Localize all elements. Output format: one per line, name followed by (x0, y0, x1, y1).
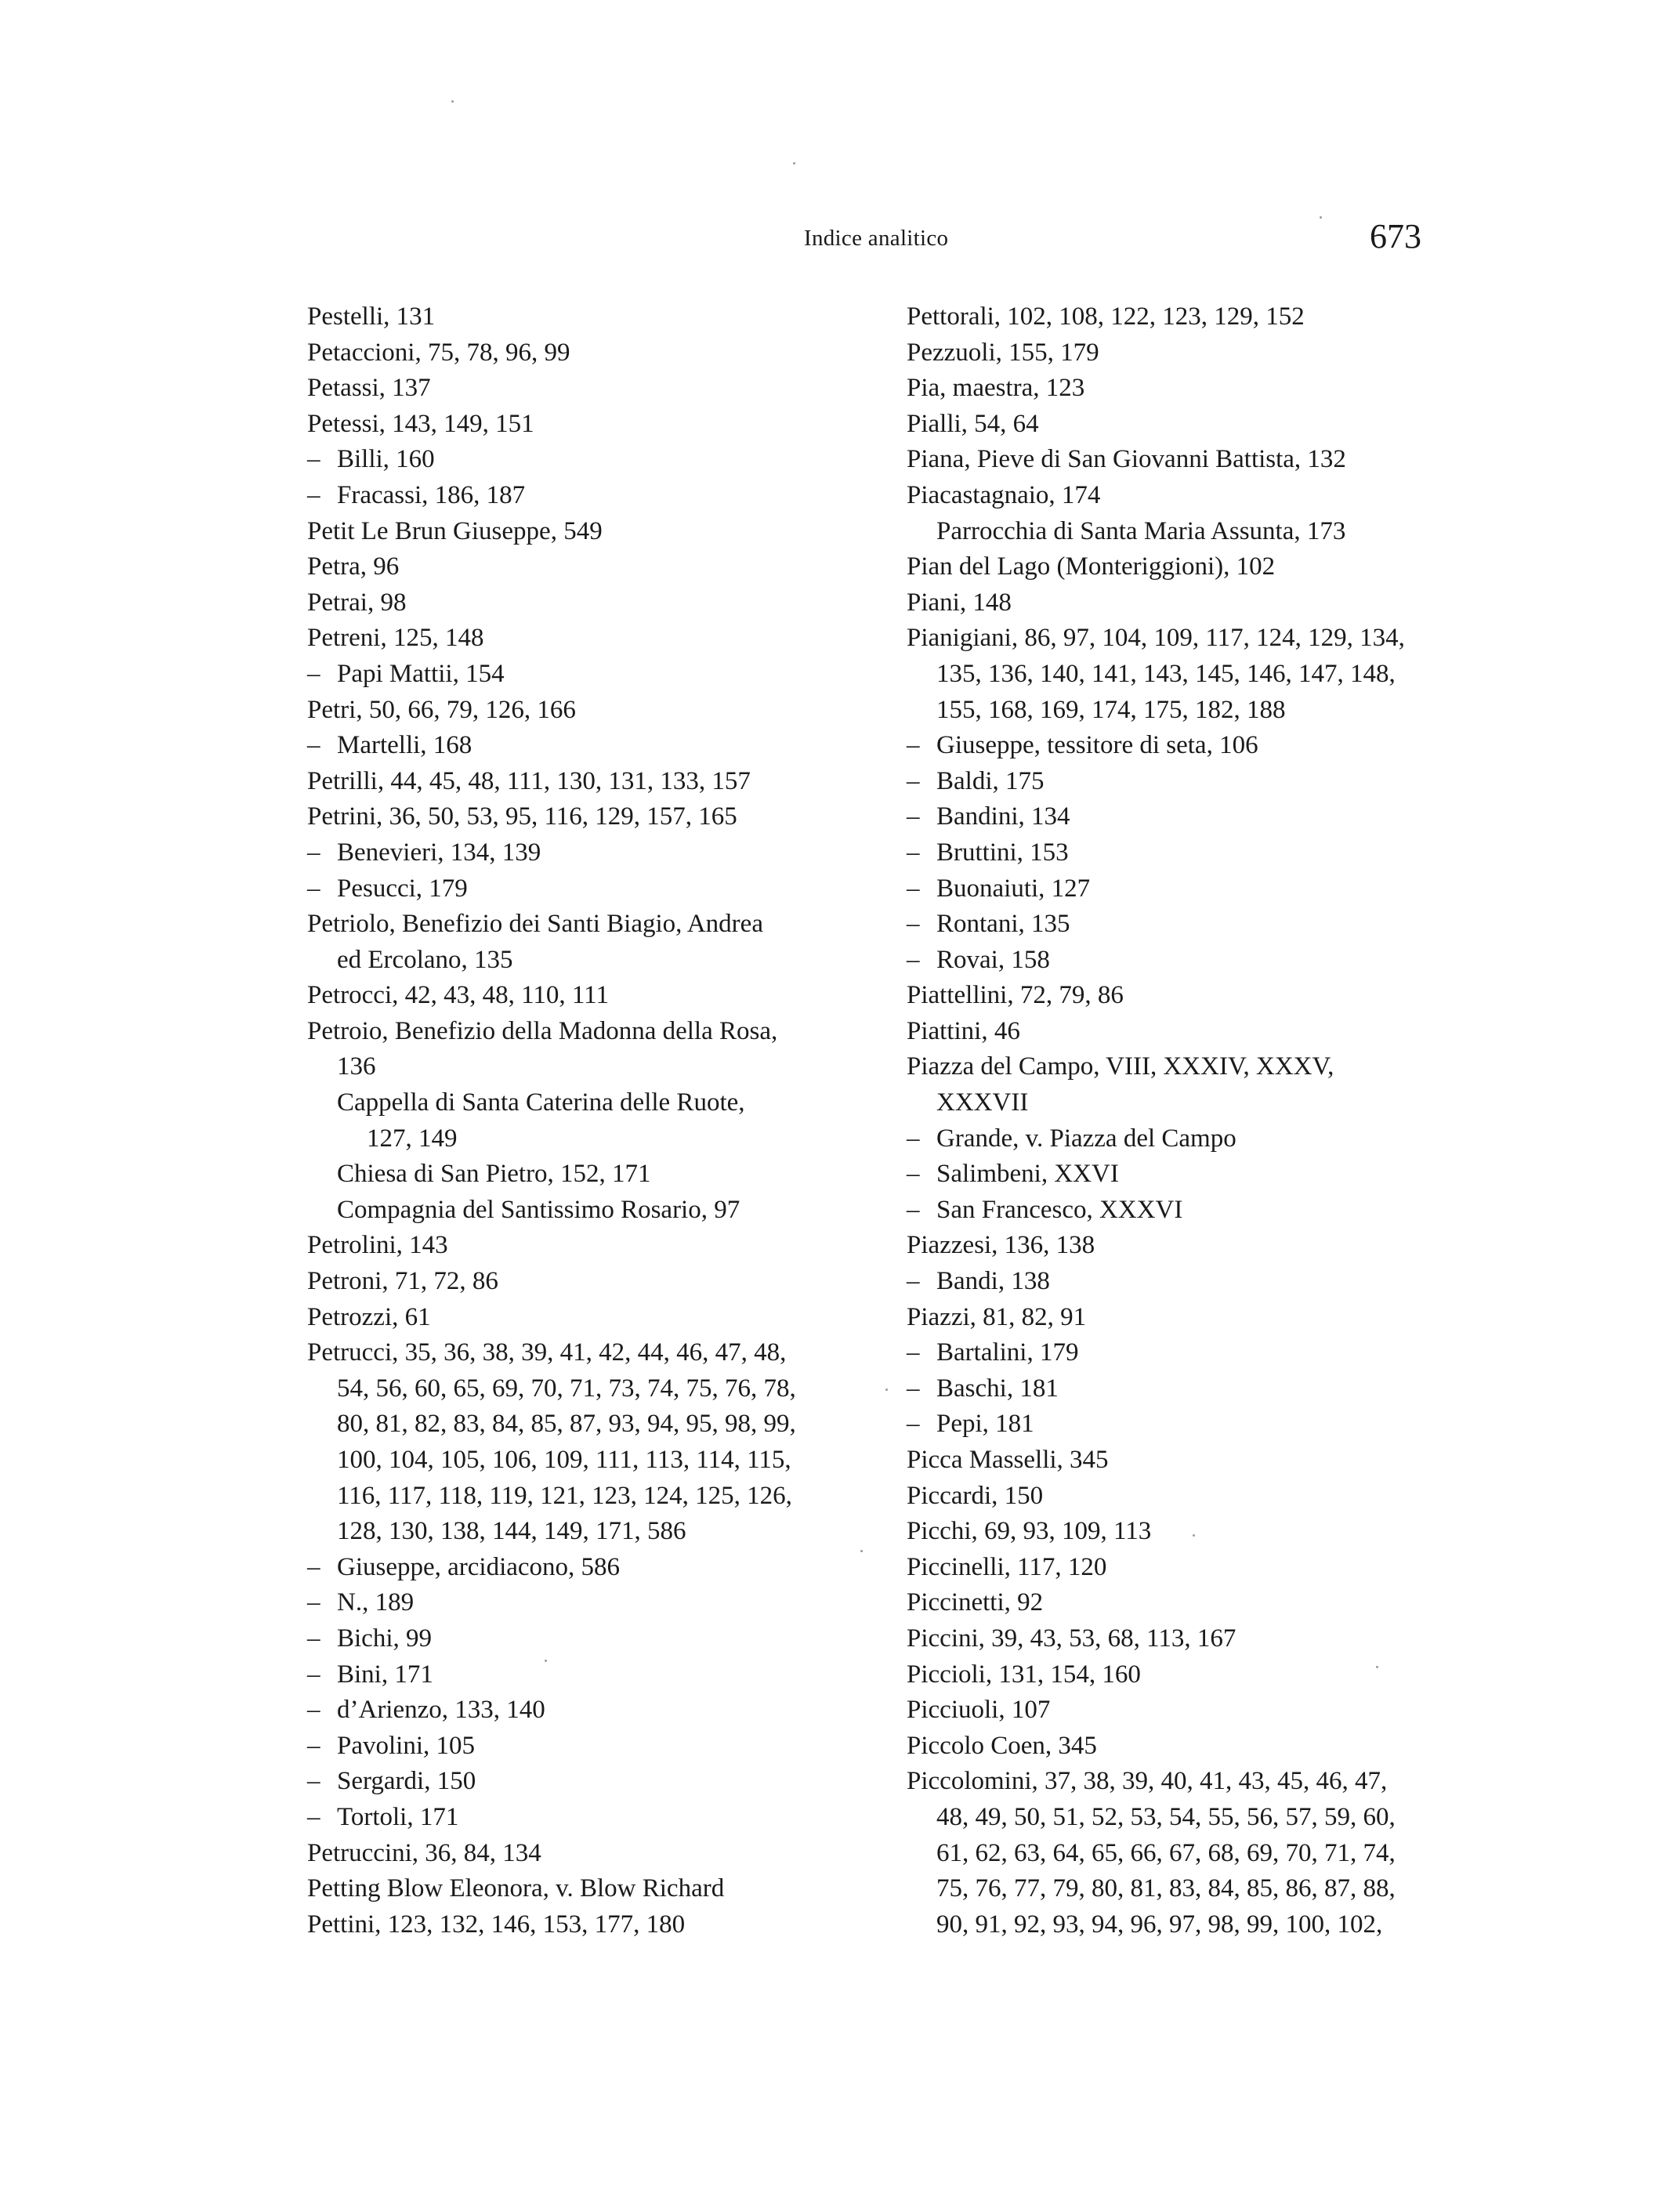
entry-text: XXXVII (936, 1088, 1029, 1117)
entry-text: Piccioli, 131, 154, 160 (907, 1660, 1141, 1689)
entry-text: Piattellini, 72, 79, 86 (907, 981, 1124, 1010)
entry-text: San Francesco, XXXVI (936, 1195, 1183, 1224)
entry-text: 54, 56, 60, 65, 69, 70, 71, 73, 74, 75, 76, 78, (337, 1374, 796, 1403)
running-title: Indice analitico (804, 226, 949, 251)
entry-text: Pettorali, 102, 108, 122, 123, 129, 152 (907, 302, 1305, 331)
entry-text: Pettini, 123, 132, 146, 153, 177, 180 (307, 1910, 686, 1939)
entry-text: Petaccioni, 75, 78, 96, 99 (307, 338, 570, 367)
index-entry (307, 621, 865, 657)
index-subentry (907, 871, 1465, 907)
subentry-dash: – (907, 1267, 920, 1296)
index-entry (307, 1335, 865, 1550)
index-entry (307, 907, 865, 978)
subentry-dash: – (907, 1410, 920, 1439)
entry-text: Piccini, 39, 43, 53, 68, 113, 167 (907, 1624, 1236, 1653)
entry-text: 48, 49, 50, 51, 52, 53, 54, 55, 56, 57, 59, 60, (936, 1802, 1396, 1831)
scan-speck (860, 1550, 863, 1552)
index-entry (307, 693, 865, 729)
subentry-dash: – (307, 445, 320, 474)
entry-text: Piazzi, 81, 82, 91 (907, 1302, 1087, 1331)
entry-text: 90, 91, 92, 93, 94, 96, 97, 98, 99, 100, 102, (936, 1910, 1383, 1939)
index-subentry (907, 943, 1465, 979)
index-entry (907, 1764, 1465, 1942)
entry-text: Petrai, 98 (307, 588, 407, 617)
index-entry (307, 299, 865, 335)
index-entry (907, 335, 1465, 371)
entry-text: Fracassi, 186, 187 (337, 480, 526, 509)
index-subentry (907, 764, 1465, 800)
entry-text: Pia, maestra, 123 (907, 374, 1085, 403)
index-subentry (907, 1264, 1465, 1300)
entry-text: 100, 104, 105, 106, 109, 111, 113, 114, 115, (337, 1446, 791, 1474)
index-subentry (907, 1335, 1465, 1371)
subentry-dash: – (307, 480, 320, 509)
scan-speck (1193, 1534, 1195, 1537)
index-entry (907, 407, 1465, 443)
entry-text: Baschi, 181 (936, 1374, 1059, 1403)
entry-text: 135, 136, 140, 141, 143, 145, 146, 147, 148, (936, 659, 1396, 688)
subentry-dash: – (307, 1731, 320, 1760)
entry-text: Petassi, 137 (307, 374, 431, 403)
index-entry (907, 585, 1465, 621)
entry-text: Picca Masselli, 345 (907, 1446, 1109, 1474)
index-entry (907, 1443, 1465, 1479)
entry-text: Papi Mattii, 154 (337, 659, 505, 688)
entry-text: Petessi, 143, 149, 151 (307, 409, 534, 438)
entry-text: 128, 130, 138, 144, 149, 171, 586 (337, 1517, 686, 1546)
entry-text: Sergardi, 150 (337, 1767, 476, 1796)
entry-text: Bruttini, 153 (936, 838, 1069, 867)
index-entry (907, 978, 1465, 1014)
entry-text: Petrucci, 35, 36, 38, 39, 41, 42, 44, 46, 47, 48, (307, 1338, 787, 1367)
entry-text: 136 (337, 1052, 376, 1081)
entry-text: 155, 168, 169, 174, 175, 182, 188 (936, 695, 1286, 724)
index-entry (907, 1657, 1465, 1693)
entry-text: Bichi, 99 (337, 1624, 432, 1653)
subentry-dash: – (307, 874, 320, 903)
index-subentry (907, 1121, 1465, 1157)
index-subentry (307, 1621, 865, 1657)
entry-text: Pian del Lago (Monteriggioni), 102 (907, 552, 1276, 581)
entry-text: Petroni, 71, 72, 86 (307, 1267, 498, 1296)
index-entry (907, 549, 1465, 585)
index-subentry (907, 835, 1465, 871)
index-subentry (307, 1800, 865, 1836)
entry-text: Billi, 160 (337, 445, 435, 474)
index-subentry (907, 907, 1465, 943)
index-entry (907, 478, 1465, 514)
entry-text: Pezzuoli, 155, 179 (907, 338, 1099, 367)
subentry-dash: – (307, 1588, 320, 1617)
right-index-column (907, 299, 1465, 1942)
entry-text: 127, 149 (367, 1124, 458, 1153)
entry-text: Bandi, 138 (936, 1267, 1050, 1296)
entry-text: Petrocci, 42, 43, 48, 110, 111 (307, 981, 609, 1010)
index-entry (907, 1300, 1465, 1336)
entry-text: d’Arienzo, 133, 140 (337, 1696, 545, 1725)
entry-text: Petra, 96 (307, 552, 400, 581)
entry-text: Petit Le Brun Giuseppe, 549 (307, 516, 603, 545)
entry-text: ed Ercolano, 135 (337, 945, 513, 974)
scan-speck (545, 1660, 547, 1662)
entry-text: Bartalini, 179 (936, 1338, 1079, 1367)
subentry-dash: – (907, 838, 920, 867)
subentry-dash: – (907, 874, 920, 903)
entry-text: Cappella di Santa Caterina delle Ruote, (337, 1088, 745, 1117)
index-entry (307, 335, 865, 371)
subentry-dash: – (307, 838, 320, 867)
subentry-dash: – (907, 1374, 920, 1403)
subentry-dash: – (307, 1767, 320, 1796)
index-subentry (307, 1585, 865, 1621)
index-entry (907, 1049, 1465, 1121)
subentry-dash: – (307, 1552, 320, 1581)
index-entry (907, 1550, 1465, 1586)
subentry-dash: – (907, 1195, 920, 1224)
index-entry (307, 1264, 865, 1300)
index-entry (907, 1479, 1465, 1515)
index-entry (307, 799, 865, 835)
entry-text: Compagnia del Santissimo Rosario, 97 (337, 1195, 740, 1224)
scan-speck (793, 162, 795, 165)
index-subentry (907, 1407, 1465, 1443)
entry-text: Piccardi, 150 (907, 1481, 1044, 1510)
subentry-dash: – (907, 1338, 920, 1367)
index-subentry (307, 1764, 865, 1800)
entry-text: Tortoli, 171 (337, 1802, 459, 1831)
index-entry (307, 978, 865, 1014)
entry-text: Piccinetti, 92 (907, 1588, 1044, 1617)
entry-text: 75, 76, 77, 79, 80, 81, 83, 84, 85, 86, 87, 88, (936, 1874, 1396, 1903)
index-entry (307, 1228, 865, 1264)
index-subentry (907, 799, 1465, 835)
subentry-dash: – (907, 910, 920, 939)
entry-text: Pestelli, 131 (307, 302, 436, 331)
entry-text: Petting Blow Eleonora, v. Blow Richard (307, 1874, 725, 1903)
index-entry (907, 621, 1465, 728)
entry-text: Piazzesi, 136, 138 (907, 1231, 1095, 1260)
index-entry (907, 371, 1465, 407)
index-subheading (307, 1193, 865, 1229)
subentry-dash: – (307, 731, 320, 760)
entry-text: Salimbeni, XXVI (936, 1160, 1119, 1189)
index-subheading (907, 514, 1465, 550)
entry-text: Bandini, 134 (936, 802, 1070, 831)
entry-text: Piccolo Coen, 345 (907, 1731, 1097, 1760)
index-entry (307, 1907, 865, 1943)
index-entry (907, 1014, 1465, 1050)
subentry-dash: – (907, 945, 920, 974)
index-entry (907, 1228, 1465, 1264)
index-entry (307, 1300, 865, 1336)
subentry-dash: – (307, 1696, 320, 1725)
subentry-dash: – (307, 1660, 320, 1689)
index-entry (907, 1514, 1465, 1550)
page-number: 673 (1370, 217, 1421, 255)
index-entry (907, 1693, 1465, 1729)
entry-text: Petriolo, Benefizio dei Santi Biagio, Andrea (307, 910, 763, 939)
subentry-dash: – (307, 1802, 320, 1831)
index-subentry (307, 835, 865, 871)
entry-text: Pepi, 181 (936, 1410, 1034, 1439)
entry-text: Benevieri, 134, 139 (337, 838, 541, 867)
entry-text: Giuseppe, arcidiacono, 586 (337, 1552, 621, 1581)
index-entry (907, 1729, 1465, 1765)
index-subheading (307, 1085, 865, 1157)
subentry-dash: – (907, 731, 920, 760)
index-subentry (907, 728, 1465, 764)
index-entry (307, 514, 865, 550)
index-entry (907, 299, 1465, 335)
entry-text: Pialli, 54, 64 (907, 409, 1039, 438)
entry-text: Grande, v. Piazza del Campo (936, 1124, 1236, 1153)
index-subentry (307, 728, 865, 764)
entry-text: Martelli, 168 (337, 731, 472, 760)
index-subentry (307, 442, 865, 478)
index-subentry (307, 1657, 865, 1693)
entry-text: Piccolomini, 37, 38, 39, 40, 41, 43, 45, 46, 47, (907, 1767, 1388, 1796)
entry-text: 116, 117, 118, 119, 121, 123, 124, 125, 126, (337, 1481, 792, 1510)
index-subentry (907, 1193, 1465, 1229)
entry-text: Chiesa di San Pietro, 152, 171 (337, 1160, 651, 1189)
entry-text: Buonaiuti, 127 (936, 874, 1091, 903)
index-entry (307, 1014, 865, 1085)
index-subentry (307, 1729, 865, 1765)
entry-text: Petri, 50, 66, 79, 126, 166 (307, 695, 576, 724)
subentry-dash: – (907, 1124, 920, 1153)
entry-text: Picchi, 69, 93, 109, 113 (907, 1517, 1152, 1546)
entry-text: 80, 81, 82, 83, 84, 85, 87, 93, 94, 95, 98, 99, (337, 1410, 796, 1439)
entry-text: Pavolini, 105 (337, 1731, 476, 1760)
index-entry (307, 371, 865, 407)
index-entry (307, 1871, 865, 1907)
entry-text: Petrozzi, 61 (307, 1302, 431, 1331)
scan-speck (885, 1388, 888, 1391)
entry-text: Piazza del Campo, VIII, XXXIV, XXXV, (907, 1052, 1334, 1081)
entry-text: Piani, 148 (907, 588, 1012, 617)
subentry-dash: – (307, 659, 320, 688)
subentry-dash: – (907, 1160, 920, 1189)
entry-text: Piattini, 46 (907, 1016, 1020, 1045)
subentry-dash: – (907, 802, 920, 831)
entry-text: Piana, Pieve di San Giovanni Battista, 132 (907, 445, 1346, 474)
index-subentry (307, 478, 865, 514)
entry-text: Petreni, 125, 148 (307, 624, 484, 653)
entry-text: Pesucci, 179 (337, 874, 468, 903)
index-subentry (907, 1371, 1465, 1407)
index-entry (907, 1585, 1465, 1621)
index-subentry (307, 657, 865, 693)
scan-speck (1320, 216, 1322, 219)
entry-text: Rovai, 158 (936, 945, 1050, 974)
entry-text: Pianigiani, 86, 97, 104, 109, 117, 124, 129, 134, (907, 624, 1405, 653)
index-subheading (307, 1157, 865, 1193)
scan-speck (1376, 1666, 1378, 1668)
index-entry (307, 1836, 865, 1872)
entry-text: Piccinelli, 117, 120 (907, 1552, 1107, 1581)
index-subentry (307, 871, 865, 907)
entry-text: N., 189 (337, 1588, 415, 1617)
entry-text: Petrolini, 143 (307, 1231, 448, 1260)
entry-text: Picciuoli, 107 (907, 1696, 1051, 1725)
index-subentry (907, 1157, 1465, 1193)
entry-text: Bini, 171 (337, 1660, 433, 1689)
index-entry (307, 585, 865, 621)
entry-text: Petrini, 36, 50, 53, 95, 116, 129, 157, 165 (307, 802, 737, 831)
entry-text: Petrilli, 44, 45, 48, 111, 130, 131, 133, 157 (307, 766, 751, 795)
scan-speck (451, 100, 454, 103)
index-entry (307, 407, 865, 443)
subentry-dash: – (907, 766, 920, 795)
entry-text: Baldi, 175 (936, 766, 1045, 795)
entry-text: Parrocchia di Santa Maria Assunta, 173 (936, 516, 1346, 545)
entry-text: 61, 62, 63, 64, 65, 66, 67, 68, 69, 70, 71, 74, (936, 1838, 1396, 1867)
index-entry (307, 549, 865, 585)
entry-text: Petruccini, 36, 84, 134 (307, 1838, 541, 1867)
index-entry (907, 1621, 1465, 1657)
index-entry (907, 442, 1465, 478)
subentry-dash: – (307, 1624, 320, 1653)
index-subentry (307, 1550, 865, 1586)
index-subentry (307, 1693, 865, 1729)
entry-text: Piacastagnaio, 174 (907, 480, 1101, 509)
entry-text: Petroio, Benefizio della Madonna della Rosa, (307, 1016, 778, 1045)
left-index-column (307, 299, 865, 1942)
entry-text: Giuseppe, tessitore di seta, 106 (936, 731, 1258, 760)
index-entry (307, 764, 865, 800)
entry-text: Rontani, 135 (936, 910, 1070, 939)
